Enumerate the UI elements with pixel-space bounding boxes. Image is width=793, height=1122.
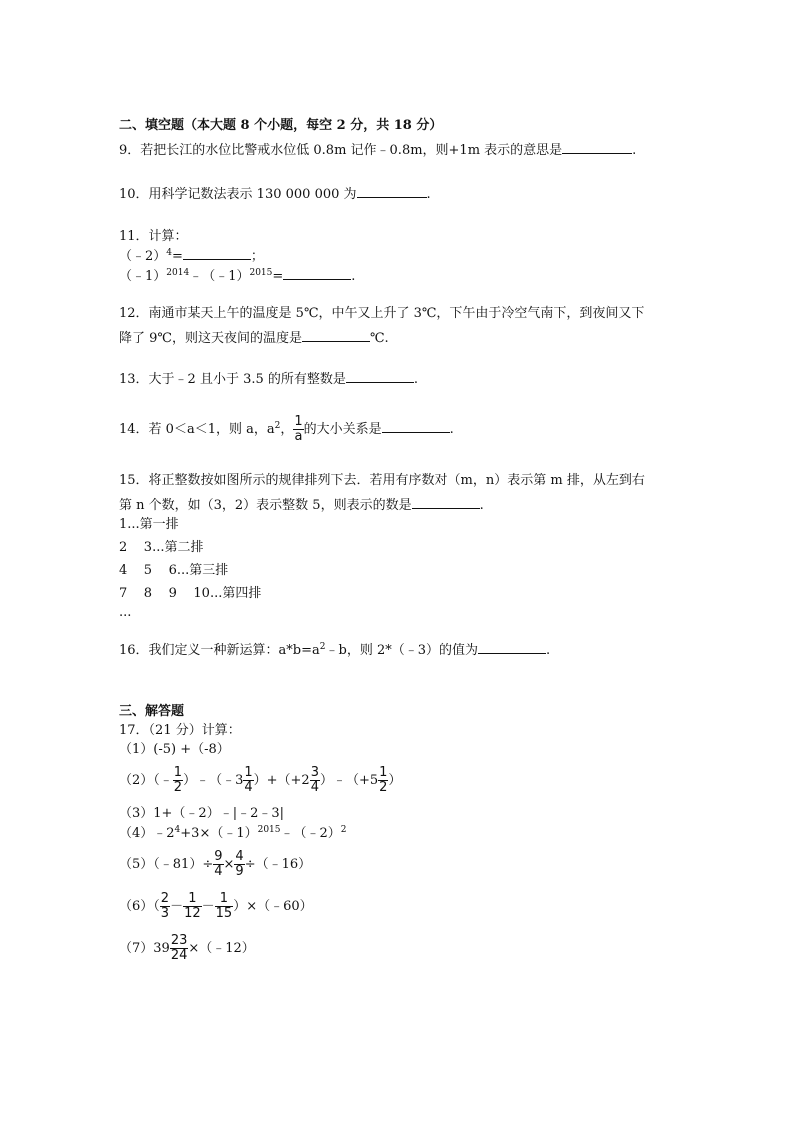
question-12-line-1: 12．南通市某天上午的温度是 5℃，中午又上升了 3℃，下午由于冷空气南下，到夜间又下: [119, 306, 645, 321]
fraction-denominator: 4: [244, 780, 253, 795]
question-16: [119, 640, 550, 660]
fraction-denominator: 4: [214, 864, 223, 879]
q15-row-5: ...: [119, 605, 132, 620]
question-11-line-2: [119, 266, 355, 286]
question-17-title: 17．（21 分）计算：: [119, 723, 241, 738]
question-15-line-2: [119, 495, 484, 515]
fraction-1-over-a: [293, 415, 303, 444]
q11-l2-c: =: [272, 269, 284, 284]
p7-a: （7）39: [119, 941, 170, 956]
q10-text: 10．用科学记数法表示 130 000 000 为: [119, 187, 357, 202]
question-12-line-2: [119, 328, 389, 348]
q15-row-1: 1...第一排: [119, 517, 179, 532]
fraction-denominator: 24: [170, 948, 188, 963]
q11-l1-exp: 4: [166, 248, 173, 258]
fraction: [170, 934, 189, 963]
q17-part-4: [119, 825, 347, 843]
q11-l2-exp1: 2014: [166, 268, 190, 278]
answer-blank[interactable]: [183, 246, 251, 260]
q14-b: ，: [280, 422, 294, 437]
p4-exp2: 2015: [257, 825, 281, 835]
fraction-denominator: 3: [160, 906, 170, 921]
question-11-title: 11．计算：: [119, 229, 188, 244]
q11-l2-end: .: [351, 269, 356, 284]
p7-b: ×（﹣12）: [188, 941, 255, 956]
q11-l2-exp2: 2015: [249, 268, 273, 278]
q17-part-3: （3）1+（﹣2）﹣|﹣2﹣3|: [119, 806, 285, 821]
question-10: [119, 184, 431, 204]
fraction-denominator: 2: [173, 780, 183, 795]
q17-part-7: [119, 931, 255, 967]
q11-l2-b: ﹣（﹣1）: [189, 269, 250, 284]
q17-part-5: [119, 847, 311, 883]
fraction-numerator: 23: [170, 933, 188, 948]
fraction-denominator: 15: [215, 906, 233, 921]
q14-c: 的大小关系是: [303, 422, 382, 437]
q11-l2-a: （﹣1）: [119, 269, 167, 284]
q10-end: .: [426, 187, 431, 202]
fraction-numerator: 1: [244, 765, 253, 780]
fraction-denominator: 9: [235, 864, 244, 879]
q14-end: .: [449, 422, 454, 437]
q17-part-1: （1）(-5) +（-8）: [119, 742, 230, 757]
q16-end: .: [546, 643, 551, 658]
question-9: [119, 140, 636, 160]
fraction-denominator: a: [294, 429, 303, 444]
p5-b: ×: [223, 857, 235, 872]
answer-blank[interactable]: [478, 640, 546, 654]
q14-a: 14．若 0＜a＜1，则 a，a: [119, 422, 275, 437]
p5-a: （5）（﹣81）÷: [119, 857, 214, 872]
q15-row-3: 4 5 6...第三排: [119, 563, 229, 578]
p6-minus-1: －: [170, 899, 184, 914]
fraction: [160, 892, 170, 921]
q14-exp: 2: [274, 421, 281, 431]
fraction: [213, 850, 223, 879]
fraction: [215, 892, 234, 921]
fraction: [183, 892, 202, 921]
fraction: [310, 766, 320, 795]
question-13: [119, 369, 418, 389]
fraction: [234, 850, 244, 879]
q15-row-2: 2 3...第二排: [119, 540, 204, 555]
q13-end: .: [413, 372, 419, 387]
q16-a: 16．我们定义一种新运算：a*b=a: [119, 643, 320, 658]
question-11-line-1: [119, 246, 264, 266]
q11-l1-b: =: [172, 249, 183, 264]
p4-c: ﹣（﹣2）: [280, 826, 341, 841]
p2-d: ）﹣（+5: [319, 773, 379, 788]
fraction-numerator: 2: [160, 891, 170, 906]
q12-text: 降了 9℃，则这天夜间的温度是: [119, 331, 302, 346]
answer-blank[interactable]: [357, 184, 427, 198]
p4-exp3: 2: [340, 825, 347, 835]
q12-end: ℃.: [369, 331, 389, 346]
q17-part-6: [119, 889, 313, 925]
question-15-line-1: 15．将正整数按如图所示的规律排列下去．若用有序数对（m，n）表示第 m 排，从左到右: [119, 473, 645, 488]
answer-blank[interactable]: [283, 266, 351, 280]
p5-c: ÷（﹣16）: [244, 857, 312, 872]
fraction-numerator: 1: [379, 765, 388, 780]
q16-b: ﹣b，则 2*（﹣3）的值为: [325, 643, 478, 658]
p2-a: （2）（﹣: [119, 773, 173, 788]
fraction-numerator: 1: [173, 765, 183, 780]
q13-text: 13．大于﹣2 且小于 3.5 的所有整数是: [119, 372, 346, 387]
fraction-numerator: 1: [215, 892, 234, 907]
fraction-numerator: 1: [183, 892, 202, 907]
q9-end: .: [632, 143, 637, 158]
fraction: [173, 766, 183, 795]
q15-text: 第 n 个数，如（3，2）表示整数 5，则表示的数是: [119, 498, 412, 513]
section-2-heading: 二、填空题（本大题 8 个小题，每空 2 分，共 18 分）: [119, 118, 443, 133]
p6-b: ）×（﹣60）: [233, 899, 313, 914]
fraction-numerator: 3: [310, 765, 319, 780]
q17-part-2: [119, 763, 401, 799]
fraction: [243, 766, 253, 795]
answer-blank[interactable]: [382, 419, 450, 433]
q11-l1-a: （﹣2）: [119, 249, 167, 264]
p6-minus-2: －: [201, 899, 215, 914]
q15-end: .: [479, 498, 484, 513]
p4-b: +3×（﹣1）: [180, 826, 258, 841]
fraction-numerator: 4: [235, 849, 244, 864]
answer-blank[interactable]: [346, 369, 414, 383]
q16-exp: 2: [319, 642, 326, 652]
q15-row-4: 7 8 9 10...第四排: [119, 586, 262, 601]
p4-a: （4）﹣2: [119, 826, 175, 841]
p2-c: ）+（+2: [253, 773, 310, 788]
answer-blank[interactable]: [412, 495, 480, 509]
fraction-numerator: 9: [214, 849, 223, 864]
p4-exp1: 4: [174, 825, 181, 835]
fraction-denominator: 12: [184, 906, 201, 921]
q9-text: 9．若把长江的水位比警戒水位低 0.8m 记作﹣0.8m，则+1m 表示的意思是: [119, 143, 563, 158]
fraction: [378, 766, 388, 795]
answer-blank[interactable]: [562, 140, 632, 154]
fraction-denominator: 2: [379, 780, 388, 795]
p2-e: ）: [388, 773, 402, 788]
section-3-heading: 三、解答题: [119, 704, 185, 719]
question-14: [119, 412, 454, 448]
answer-blank[interactable]: [302, 328, 370, 342]
p6-a: （6）（: [119, 899, 160, 914]
q11-l1-end: ；: [250, 249, 264, 264]
fraction-denominator: 4: [310, 780, 319, 795]
fraction-numerator: 1: [294, 414, 303, 429]
p2-b: ）﹣（﹣3: [183, 773, 244, 788]
